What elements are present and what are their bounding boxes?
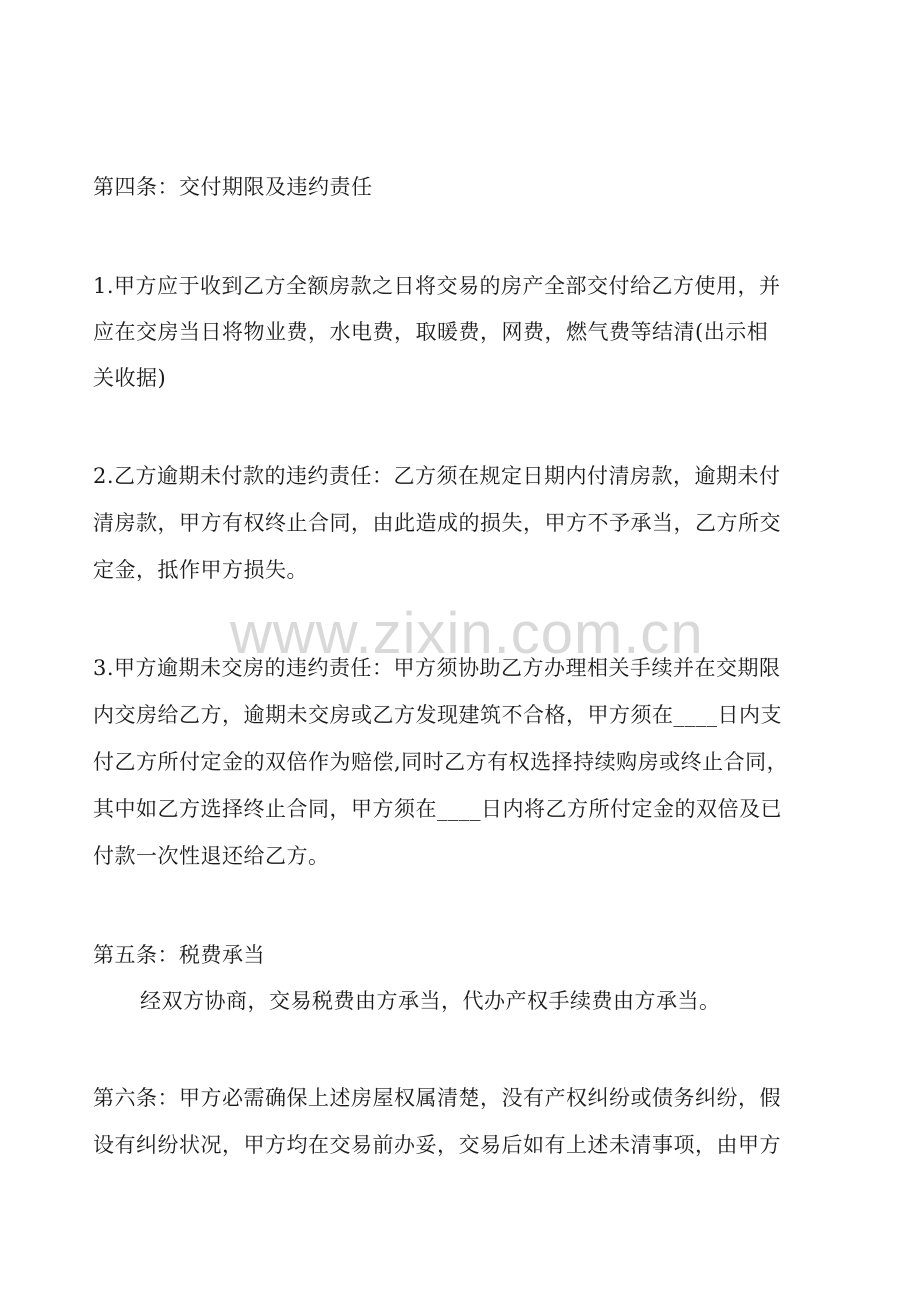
paragraph-line: 清房款，甲方有权终止合同，由此造成的损失，甲方不予承当，乙方所交 [93, 511, 781, 535]
paragraph-line: 应在交房当日将物业费，水电费，取暖费，网费，燃气费等结清(出示相 [93, 320, 769, 344]
paragraph-line: 1.甲方应于收到乙方全额房款之日将交易的房产全部交付给乙方使用，并 [93, 274, 781, 298]
paragraph-line: 付款一次性退还给乙方。 [93, 844, 330, 868]
paragraph-line: 付乙方所付定金的双倍作为赔偿,同时乙方有权选择持续购房或终止合同， [93, 750, 789, 774]
paragraph-line: 定金，抵作甲方损失。 [93, 558, 308, 582]
paragraph-line: 2.乙方逾期未付款的违约责任：乙方须在规定日期内付清房款，逾期未付 [93, 464, 781, 488]
paragraph-line: 经双方协商，交易税费由方承当，代办产权手续费由方承当。 [140, 989, 721, 1013]
paragraph-line: 其中如乙方选择终止合同，甲方须在____日内将乙方所付定金的双倍及已 [93, 797, 782, 821]
article-4-heading: 第四条：交付期限及违约责任 [93, 175, 373, 199]
article-5-heading: 第五条：税费承当 [93, 943, 265, 967]
paragraph-line: 内交房给乙方，逾期未交房或乙方发现建筑不合格，甲方须在____日内支 [93, 703, 782, 727]
paragraph-line: 3.甲方逾期未交房的违约责任：甲方须协助乙方办理相关手续并在交期限 [93, 656, 781, 680]
article-6-heading: 第六条：甲方必需确保上述房屋权属清楚，没有产权纠纷或债务纠纷，假 [93, 1086, 781, 1110]
paragraph-line: 关收据) [93, 366, 167, 390]
paragraph-line: 设有纠纷状况，甲方均在交易前办妥，交易后如有上述未清事项，由甲方 [93, 1133, 781, 1157]
watermark: www.zixin.com.cn [230, 601, 704, 666]
